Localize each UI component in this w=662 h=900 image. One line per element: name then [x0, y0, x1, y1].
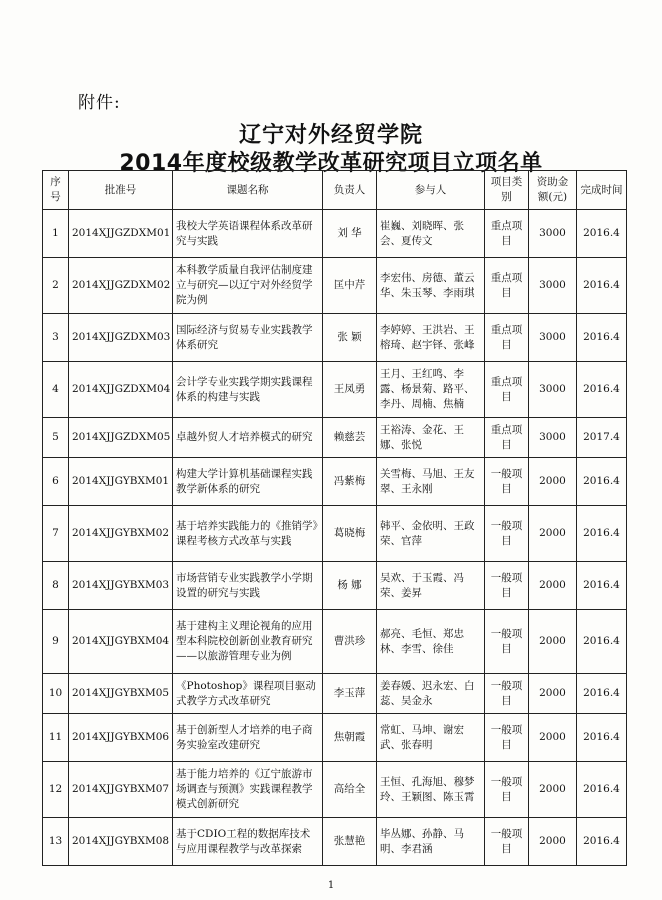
cell-approval: 2014XJJGYBXM06	[69, 714, 173, 762]
cell-approval: 2014XJJGZDXM05	[69, 418, 173, 458]
cell-category: 一般项目	[485, 458, 529, 506]
cell-no: 11	[43, 714, 69, 762]
cell-category: 重点项目	[485, 314, 529, 362]
cell-deadline: 2016.4	[577, 674, 627, 714]
cell-deadline: 2016.4	[577, 610, 627, 674]
project-table	[42, 170, 627, 866]
cell-funding: 2000	[529, 562, 577, 610]
cell-leader: 高给全	[323, 762, 377, 818]
cell-category: 一般项目	[485, 610, 529, 674]
header-participants: 参与人	[377, 171, 485, 210]
cell-topic: 国际经济与贸易专业实践教学体系研究	[173, 314, 323, 362]
cell-funding: 2000	[529, 610, 577, 674]
table-row	[43, 818, 627, 866]
cell-funding: 2000	[529, 714, 577, 762]
cell-topic: 《Photoshop》课程项目驱动式教学方式改革研究	[173, 674, 323, 714]
table-body	[43, 210, 627, 866]
table-row	[43, 362, 627, 418]
cell-deadline: 2016.4	[577, 458, 627, 506]
cell-participants: 崔巍、刘晓晖、张会、夏传文	[377, 210, 485, 258]
cell-participants: 关雪梅、马旭、王友翠、王永刚	[377, 458, 485, 506]
table-row	[43, 610, 627, 674]
cell-no: 6	[43, 458, 69, 506]
cell-funding: 3000	[529, 362, 577, 418]
cell-no: 13	[43, 818, 69, 866]
table-row	[43, 458, 627, 506]
cell-funding: 3000	[529, 210, 577, 258]
cell-no: 7	[43, 506, 69, 562]
table-row	[43, 762, 627, 818]
cell-leader: 张慧艳	[323, 818, 377, 866]
cell-category: 一般项目	[485, 562, 529, 610]
cell-topic: 基于建构主义理论视角的应用型本科院校创新创业教育研究——以旅游管理专业为例	[173, 610, 323, 674]
cell-no: 3	[43, 314, 69, 362]
document-subtitle: 2014年度校级教学改革研究项目立项名单	[119, 151, 543, 176]
cell-funding: 3000	[529, 314, 577, 362]
cell-no: 1	[43, 210, 69, 258]
header-deadline: 完成时间	[577, 171, 627, 210]
cell-leader: 曹洪珍	[323, 610, 377, 674]
cell-category: 重点项目	[485, 210, 529, 258]
attachment-label: 附件:	[78, 93, 121, 113]
cell-deadline: 2016.4	[577, 714, 627, 762]
cell-participants: 王月、王红鸣、李露、杨景菊、路平、李丹、周楠、焦楠	[377, 362, 485, 418]
header-funding: 资助金额(元)	[529, 171, 577, 210]
cell-funding: 2000	[529, 458, 577, 506]
header-no: 序号	[43, 171, 69, 210]
cell-leader: 王凤勇	[323, 362, 377, 418]
cell-approval: 2014XJJGYBXM08	[69, 818, 173, 866]
cell-approval: 2014XJJGZDXM02	[69, 258, 173, 314]
cell-funding: 3000	[529, 258, 577, 314]
table-row	[43, 418, 627, 458]
cell-leader: 匡中芹	[323, 258, 377, 314]
cell-approval: 2014XJJGZDXM04	[69, 362, 173, 418]
cell-topic: 基于培养实践能力的《推销学》课程考核方式改革与实践	[173, 506, 323, 562]
cell-leader: 刘 华	[323, 210, 377, 258]
cell-no: 9	[43, 610, 69, 674]
table-header-row	[43, 171, 627, 210]
header-approval: 批准号	[69, 171, 173, 210]
cell-approval: 2014XJJGYBXM05	[69, 674, 173, 714]
header-topic: 课题名称	[173, 171, 323, 210]
cell-category: 一般项目	[485, 674, 529, 714]
cell-leader: 葛晓梅	[323, 506, 377, 562]
cell-deadline: 2016.4	[577, 258, 627, 314]
cell-no: 2	[43, 258, 69, 314]
cell-category: 重点项目	[485, 418, 529, 458]
cell-leader: 冯紫梅	[323, 458, 377, 506]
header-leader: 负责人	[323, 171, 377, 210]
cell-funding: 2000	[529, 674, 577, 714]
cell-approval: 2014XJJGYBXM03	[69, 562, 173, 610]
cell-deadline: 2016.4	[577, 210, 627, 258]
cell-no: 4	[43, 362, 69, 418]
cell-topic: 市场营销专业实践教学小学期设置的研究与实践	[173, 562, 323, 610]
cell-topic: 基于创新型人才培养的电子商务实验室改建研究	[173, 714, 323, 762]
cell-approval: 2014XJJGZDXM01	[69, 210, 173, 258]
cell-no: 12	[43, 762, 69, 818]
cell-approval: 2014XJJGYBXM01	[69, 458, 173, 506]
cell-leader: 李玉萍	[323, 674, 377, 714]
cell-topic: 基于CDIO工程的数据库技术与应用课程教学与改革探索	[173, 818, 323, 866]
cell-participants: 李婷婷、王洪岩、王榕琦、赵宇铎、张峰	[377, 314, 485, 362]
document-title: 辽宁对外经贸学院	[238, 123, 423, 148]
cell-participants: 郝亮、毛恒、郑忠林、李雪、徐佳	[377, 610, 485, 674]
cell-topic: 构建大学计算机基础课程实践教学新体系的研究	[173, 458, 323, 506]
cell-category: 一般项目	[485, 818, 529, 866]
cell-category: 一般项目	[485, 506, 529, 562]
cell-participants: 吴欢、于玉霞、冯荣、姜昇	[377, 562, 485, 610]
cell-participants: 毕丛娜、孙静、马明、李君涵	[377, 818, 485, 866]
table-row	[43, 210, 627, 258]
cell-category: 重点项目	[485, 362, 529, 418]
cell-participants: 王恒、孔海旭、穆梦玲、王颖图、陈玉霄	[377, 762, 485, 818]
cell-leader: 杨 娜	[323, 562, 377, 610]
table-row	[43, 714, 627, 762]
table-row	[43, 506, 627, 562]
cell-funding: 2000	[529, 506, 577, 562]
cell-no: 10	[43, 674, 69, 714]
cell-participants: 常虹、马坤、谢宏武、张春明	[377, 714, 485, 762]
cell-leader: 焦朝霞	[323, 714, 377, 762]
cell-participants: 韩平、金依明、王政荣、官萍	[377, 506, 485, 562]
cell-leader: 赖慈芸	[323, 418, 377, 458]
cell-funding: 3000	[529, 418, 577, 458]
cell-deadline: 2016.4	[577, 562, 627, 610]
cell-leader: 张 颖	[323, 314, 377, 362]
cell-deadline: 2016.4	[577, 762, 627, 818]
cell-category: 一般项目	[485, 714, 529, 762]
cell-approval: 2014XJJGYBXM07	[69, 762, 173, 818]
table-row	[43, 314, 627, 362]
cell-category: 重点项目	[485, 258, 529, 314]
cell-funding: 2000	[529, 818, 577, 866]
cell-deadline: 2016.4	[577, 362, 627, 418]
cell-topic: 基于能力培养的《辽宁旅游市场调查与预测》实践课程教学模式创新研究	[173, 762, 323, 818]
table-row	[43, 258, 627, 314]
cell-deadline: 2016.4	[577, 314, 627, 362]
cell-approval: 2014XJJGYBXM02	[69, 506, 173, 562]
cell-participants: 姜春媛、迟永宏、白蕊、吴金永	[377, 674, 485, 714]
header-category: 项目类别	[485, 171, 529, 210]
cell-topic: 卓越外贸人才培养模式的研究	[173, 418, 323, 458]
cell-topic: 我校大学英语课程体系改革研究与实践	[173, 210, 323, 258]
cell-category: 一般项目	[485, 762, 529, 818]
cell-approval: 2014XJJGYBXM04	[69, 610, 173, 674]
cell-deadline: 2017.4	[577, 418, 627, 458]
table-row	[43, 562, 627, 610]
cell-funding: 2000	[529, 762, 577, 818]
cell-no: 5	[43, 418, 69, 458]
cell-no: 8	[43, 562, 69, 610]
cell-topic: 本科教学质量自我评估制度建立与研究—以辽宁对外经贸学院为例	[173, 258, 323, 314]
cell-participants: 王裕涛、金花、王娜、张悦	[377, 418, 485, 458]
cell-deadline: 2016.4	[577, 818, 627, 866]
page-number: 1	[327, 880, 335, 891]
cell-approval: 2014XJJGZDXM03	[69, 314, 173, 362]
cell-topic: 会计学专业实践学期实践课程体系的构建与实践	[173, 362, 323, 418]
cell-deadline: 2016.4	[577, 506, 627, 562]
table-row	[43, 674, 627, 714]
cell-participants: 李宏伟、房德、董云华、朱玉琴、李雨琪	[377, 258, 485, 314]
